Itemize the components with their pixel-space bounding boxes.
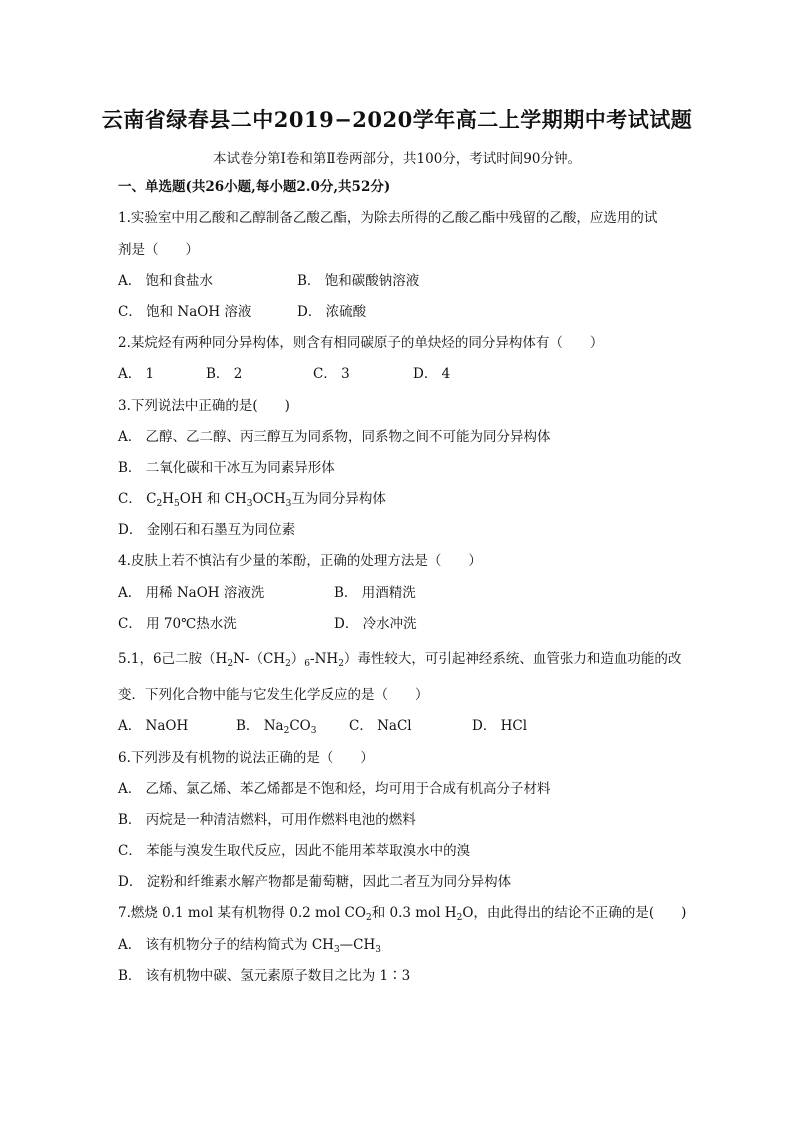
question-4-option-c: C． 用 70℃热水洗 xyxy=(118,616,237,632)
section-heading: 一、单选题(共26小题,每小题2.0分,共52分) xyxy=(118,179,391,195)
page-title: 云南省绿春县二中2019−2020学年高二上学期期中考试试题 xyxy=(101,107,693,132)
question-6-option-b: B． 丙烷是一种清洁燃料，可用作燃料电池的燃料 xyxy=(118,812,416,828)
question-2-option-d: D． 4 xyxy=(413,366,451,382)
question-5-option-b: B． $Na_2CO_3$ xyxy=(236,718,317,736)
question-3-option-c: C． $C_2H_5OH$ 和 $CH_3OCH_3$互为同分异构体 xyxy=(118,491,386,509)
question-5-option-c: C． NaCl xyxy=(349,718,412,734)
question-2-option-b: B． 2 xyxy=(206,366,243,382)
question-6-stem: 6.下列涉及有机物的说法正确的是（ ） xyxy=(118,750,374,766)
question-2-option-c: C． 3 xyxy=(313,366,350,382)
question-1-option-d: D． 浓硫酸 xyxy=(297,304,367,320)
question-4-option-b: B． 用酒精洗 xyxy=(334,585,416,601)
question-1-option-c: C． 饱和 NaOH 溶液 xyxy=(118,304,252,320)
question-5-stem-line1: 5.1，6己二胺$(H_2N-(CH_2)_6-NH_2)$毒性较大，可引起神经系统、血管张力和造血功能的改 xyxy=(118,651,682,669)
question-7-option-b: B． 该有机物中碳、氢元素原子数目之比为 1∶3 xyxy=(118,968,411,984)
question-3-option-b: B． 二氧化碳和干冰互为同素异形体 xyxy=(118,460,335,476)
question-5-stem-line2: 变．下列化合物中能与它发生化学反应的是（ ） xyxy=(118,687,429,703)
question-6-option-c: C． 苯能与溴发生取代反应，因此不能用苯萃取溴水中的溴 xyxy=(118,843,471,859)
question-3-option-a: A． 乙醇、乙二醇、丙三醇互为同系物，同系物之间不可能为同分异构体 xyxy=(118,429,551,445)
question-4-option-d: D． 冷水冲洗 xyxy=(334,616,417,632)
question-6-option-a: A． 乙烯、氯乙烯、苯乙烯都是不饱和烃，均可用于合成有机高分子材料 xyxy=(118,781,551,797)
question-4-option-a: A． 用稀 NaOH 溶液洗 xyxy=(118,585,265,601)
question-3-stem: 3.下列说法中正确的是( ) xyxy=(118,398,290,414)
question-1-option-b: B． 饱和碳酸钠溶液 xyxy=(297,273,420,289)
question-5-option-d: D． HCl xyxy=(472,718,528,734)
question-3-option-d: D． 金刚石和石墨互为同位素 xyxy=(118,522,296,538)
question-2-option-a: A． 1 xyxy=(118,366,155,382)
question-2-stem: 2.某烷烃有两种同分异构体，则含有相同碳原子的单炔烃的同分异构体有（ ） xyxy=(118,335,604,351)
question-1-stem-line2: 剂是（ ） xyxy=(118,242,199,258)
page-subtitle: 本试卷分第Ⅰ卷和第Ⅱ卷两部分，共100分，考试时间90分钟。 xyxy=(213,151,581,167)
question-5-option-a: A． NaOH xyxy=(118,718,189,734)
question-7-stem: 7.燃烧 0.1 mol 某有机物得 0.2 mol $CO_2$和 0.3 mol $H_2O$，由此得出的结论不正确的是( ) xyxy=(118,905,687,923)
question-1-option-a: A． 饱和食盐水 xyxy=(118,273,214,289)
question-1-stem-line1: 1.实验室中用乙酸和乙醇制备乙酸乙酯，为除去所得的乙酸乙酯中残留的乙酸，应选用的试 xyxy=(118,210,658,226)
question-7-option-a: A． 该有机物分子的结构简式为 $CH_3—CH_3$ xyxy=(118,937,382,955)
question-6-option-d: D． 淀粉和纤维素水解产物都是葡萄糖，因此二者互为同分异构体 xyxy=(118,874,512,890)
question-4-stem: 4.皮肤上若不慎沾有少量的苯酚，正确的处理方法是（ ） xyxy=(118,553,482,569)
